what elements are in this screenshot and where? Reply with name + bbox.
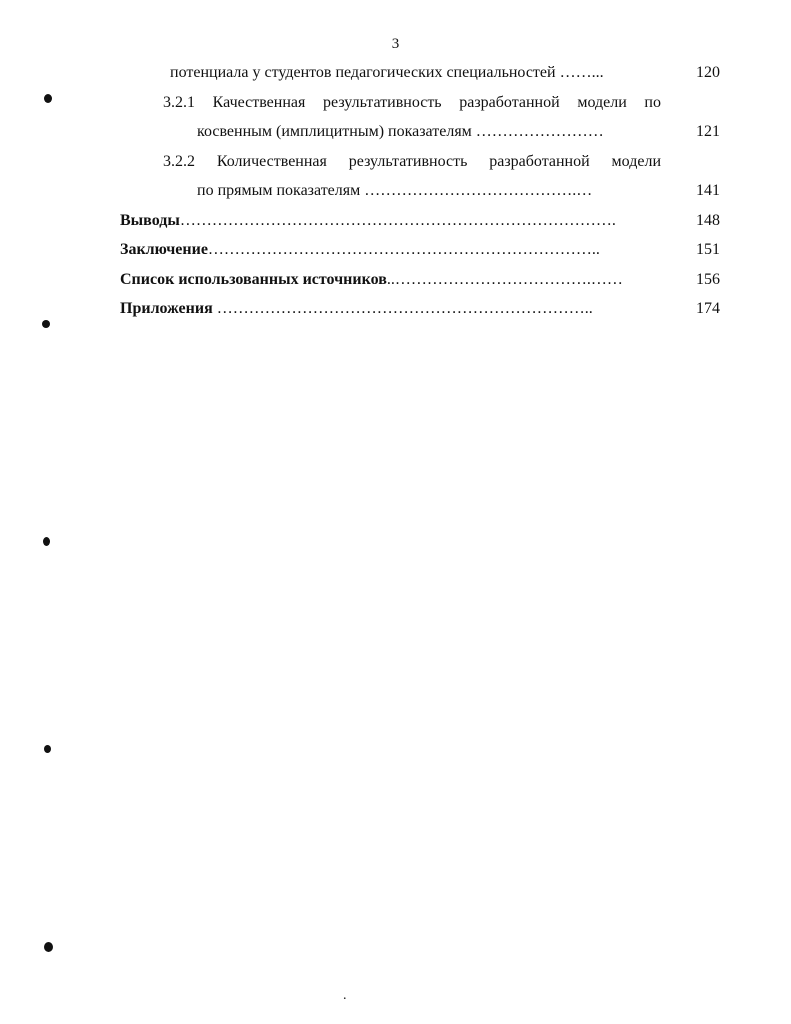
toc-page-number: 148 [696, 212, 720, 229]
toc-entry-3-2-2 [163, 152, 661, 172]
page-number: 3 [391, 36, 400, 52]
toc-page-number: 156 [696, 271, 720, 288]
binder-hole-mark [42, 320, 50, 328]
toc-leader-dots: …………………………………………………………….. [216, 300, 593, 317]
binder-hole-mark [43, 537, 50, 546]
toc-entry-3-2-2-continued [197, 181, 661, 201]
toc-entry-label: Заключение [120, 241, 208, 258]
toc-leader-dots: ..……………………………….…… [386, 271, 623, 288]
binder-hole-mark [44, 94, 52, 103]
toc-entry-text: косвенным (имплицитным) показателям [197, 123, 472, 140]
binder-hole-mark [44, 942, 53, 952]
toc-entry-3-2-1 [163, 93, 661, 113]
toc-entry-text: Качественная результативность разработанной модели по [212, 94, 661, 111]
toc-entry-label: Выводы [120, 212, 180, 229]
toc-page-number: 151 [696, 241, 720, 258]
binder-hole-mark [44, 745, 51, 753]
toc-entry-number: 3.2.2 [163, 153, 195, 170]
toc-entry-text: по прямым показателям [197, 182, 361, 199]
toc-entry-3-2-1-continued [197, 122, 661, 142]
toc-page-number: 141 [696, 182, 720, 199]
toc-entry-text: Количественная результативность разработанной модели [216, 153, 661, 170]
toc-entry-conclusions [120, 211, 660, 231]
toc-entry-continuation [170, 63, 660, 83]
footer-mark: . [343, 988, 347, 1003]
toc-entry-text: потенциала у студентов педагогических специальностей [170, 64, 556, 81]
toc-leader-dots: ……………………………………………………………….. [207, 241, 600, 258]
toc-entry-label: Приложения [120, 300, 213, 317]
toc-leader-dots: …………………… [475, 123, 604, 140]
toc-entry-label: Список использованных источников [120, 271, 387, 288]
toc-leader-dots: ………………………………….… [364, 182, 593, 199]
toc-entry-number: 3.2.1 [163, 94, 195, 111]
toc-leader-dots: ……... [559, 64, 604, 81]
toc-entry-references [120, 270, 660, 290]
toc-leader-dots: ………………………………………………………………………. [179, 212, 616, 229]
toc-page-number: 120 [696, 64, 720, 81]
toc-entry-appendices [120, 299, 660, 319]
toc-page-number: 174 [696, 300, 720, 317]
toc-entry-summary [120, 240, 660, 260]
toc-page-number: 121 [696, 123, 720, 140]
